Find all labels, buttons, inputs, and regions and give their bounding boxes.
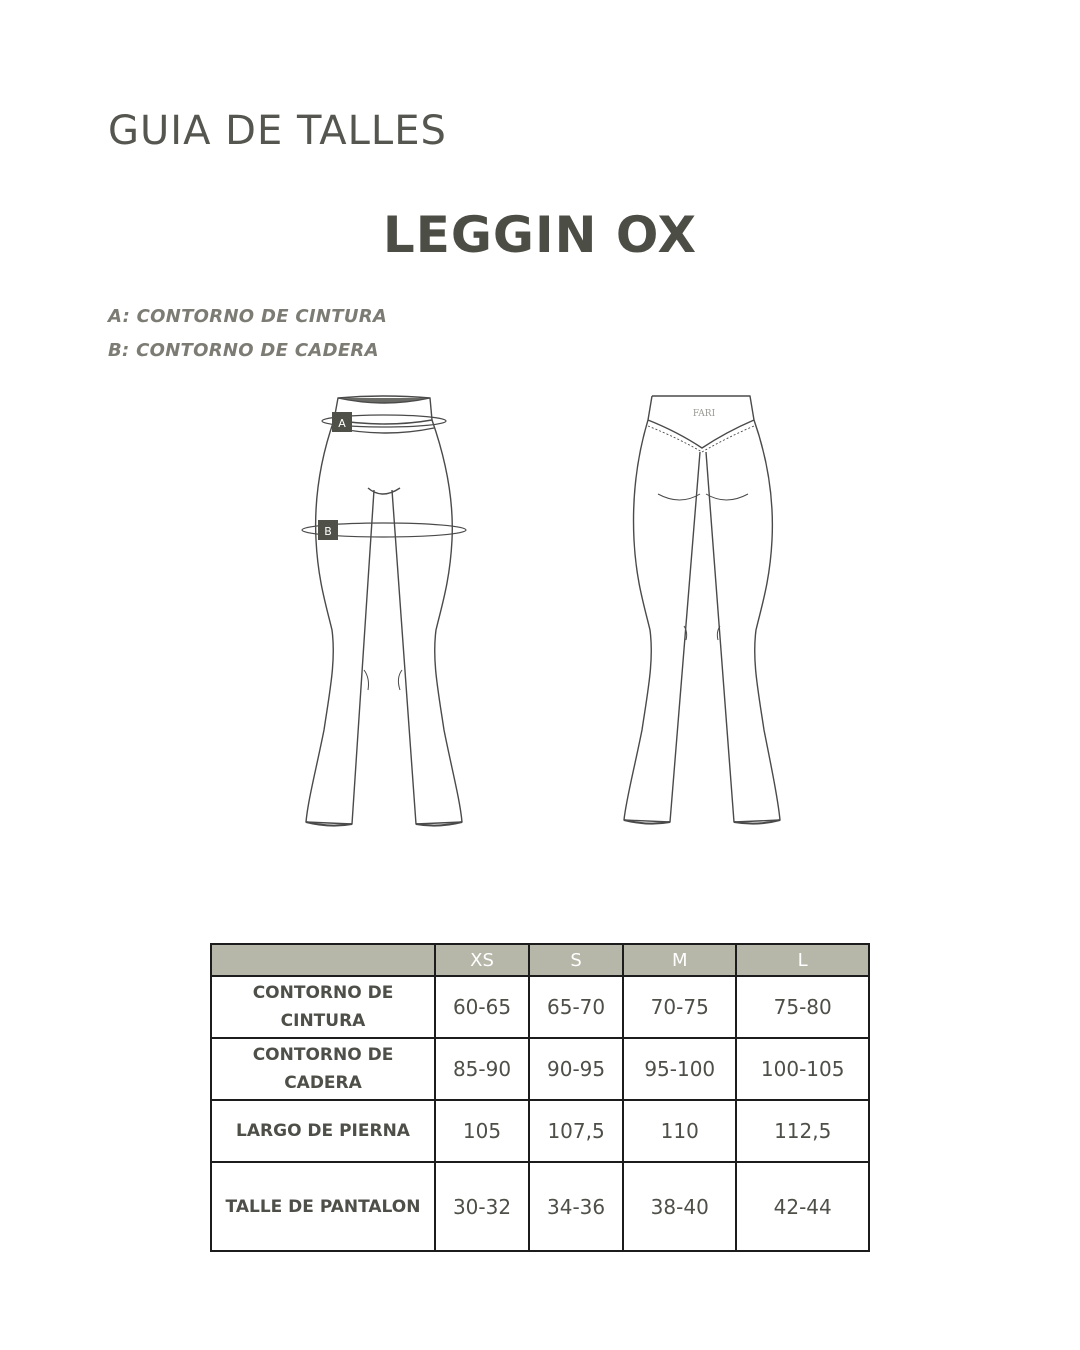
table-cell: 60-65 — [435, 976, 529, 1038]
legend-waist: A: CONTORNO DE CINTURA — [108, 306, 388, 327]
header-s: S — [529, 944, 623, 976]
table-cell: 65-70 — [529, 976, 623, 1038]
table-cell: 105 — [435, 1100, 529, 1162]
table-cell: 30-32 — [435, 1162, 529, 1251]
size-table — [210, 943, 870, 1252]
table-row — [211, 1100, 869, 1162]
table-cell: 107,5 — [529, 1100, 623, 1162]
marker-b-badge — [318, 520, 338, 540]
legend-hip: B: CONTORNO DE CADERA — [108, 340, 379, 361]
back-brand-label: FARI — [692, 409, 716, 419]
table-cell: 95-100 — [623, 1038, 736, 1100]
table-cell: 112,5 — [736, 1100, 869, 1162]
marker-b-label: B — [324, 525, 332, 538]
marker-a-label: A — [338, 417, 346, 430]
table-cell: 38-40 — [623, 1162, 736, 1251]
table-row — [211, 976, 869, 1038]
table-cell: 100-105 — [736, 1038, 869, 1100]
table-cell: 75-80 — [736, 976, 869, 1038]
table-header-row — [211, 944, 869, 976]
table-cell: 70-75 — [623, 976, 736, 1038]
header-empty-cell — [211, 944, 435, 976]
table-cell: 110 — [623, 1100, 736, 1162]
table-cell: 42-44 — [736, 1162, 869, 1251]
table-row — [211, 1162, 869, 1251]
header-l: L — [736, 944, 869, 976]
header-xs: XS — [435, 944, 529, 976]
table-cell: 85-90 — [435, 1038, 529, 1100]
row-label: LARGO DE PIERNA — [211, 1100, 435, 1162]
marker-a-badge — [332, 412, 352, 432]
row-label: CONTORNO DE CINTURA — [211, 976, 435, 1038]
header-m: M — [623, 944, 736, 976]
back-view-drawing — [618, 390, 788, 830]
row-label: CONTORNO DE CADERA — [211, 1038, 435, 1100]
table-cell: 90-95 — [529, 1038, 623, 1100]
table-cell: 34-36 — [529, 1162, 623, 1251]
row-label: TALLE DE PANTALON — [211, 1162, 435, 1251]
guide-title: GUIA DE TALLES — [108, 108, 447, 154]
table-row — [211, 1038, 869, 1100]
front-view-drawing — [296, 390, 476, 830]
product-title: LEGGIN OX — [382, 206, 698, 264]
